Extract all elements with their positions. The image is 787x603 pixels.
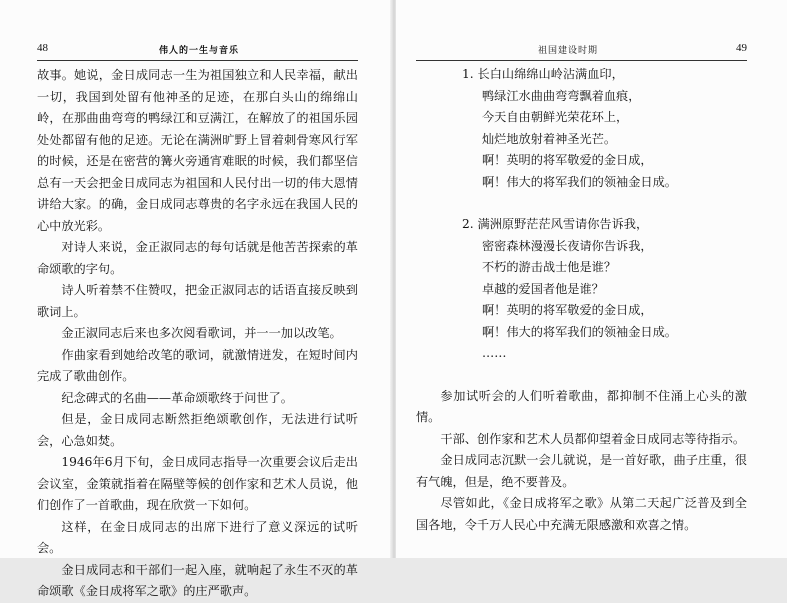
lyric-line: 啊！伟大的将军我们的领袖金日成。 — [482, 324, 677, 339]
paragraph: 故事。她说，金日成同志一生为祖国独立和人民幸福，献出一切，我国到处留有他神圣的足迹，在那白头山的绵绵山岭，在那曲曲弯弯的鸭绿江和豆满江，在解放了的祖国乐园处处都留有他的足迹。无论在满洲旷野上冒着刺骨寒风行军的时候，还是在密营的篝火旁通宵难眠的时候，我们都坚信总有一天会把金日成同志为祖国和人民付出一切的伟大恩情讲给大家。的确，金日成同志尊贵的名字永远在我国人民的心中放光彩。 — [37, 68, 358, 233]
lyric-line: 不朽的游击战士他是谁？ — [482, 260, 617, 274]
lyric-line: 啊！英明的将军敬爱的金日成， — [482, 303, 653, 317]
song-verse-1 — [416, 64, 747, 193]
paragraph: 诗人听着禁不住赞叹，把金正淑同志的话语直接反映到歌词上。 — [37, 283, 358, 319]
paragraph: 干部、创作家和艺术人员都仰望着金日成同志等待指示。 — [440, 431, 746, 446]
lyric-line: 今天自由朝鲜光荣花环上， — [482, 110, 629, 124]
lyric-line: 鸭绿江水曲曲弯弯飘着血痕， — [482, 88, 641, 103]
left-page-body — [37, 65, 358, 603]
paragraph: 纪念碑式的名曲——革命颂歌终于问世了。 — [61, 390, 293, 405]
right-page — [396, 0, 787, 558]
right-page-body — [416, 64, 747, 536]
paragraph: 金日成同志沉默一会儿就说，是一首好歌，曲子庄重，很有气魄，但是，绝不要普及。 — [416, 453, 747, 489]
paragraph: 金正淑同志后来也多次阅看歌词，并一一加以改笔。 — [61, 326, 342, 340]
left-page-number: 48 — [37, 42, 48, 54]
paragraph: 但是，金日成同志断然拒绝颂歌创作，无法进行试听会，心急如焚。 — [37, 412, 358, 448]
lyric-line: 1. 长白山绵绵山岭沾满血印， — [462, 67, 624, 81]
paragraph: 金日成同志和干部们一起入座，就响起了永生不灭的革命颂歌《金日成将军之歌》的庄严歌声。 — [37, 562, 358, 598]
right-page-number: 49 — [736, 42, 747, 54]
paragraph: 尽管如此，《金日成将军之歌》从第二天起广泛普及到全国各地，令千万人民心中充满无限感激和欢喜之情。 — [416, 496, 747, 532]
lyric-line: 灿烂地放射着神圣光芒。 — [482, 131, 617, 146]
paragraph: 作曲家看到她给改笔的歌词，就激情迸发，在短时间内完成了歌曲创作。 — [37, 347, 358, 383]
lyric-line: 啊！英明的将军敬爱的金日成， — [482, 153, 653, 167]
lyric-line: 2. 满洲原野茫茫风雪请你告诉我， — [462, 217, 649, 231]
left-page — [0, 0, 392, 598]
paragraph: 1946年6月下旬，金日成同志指导一次重要会议后走出会议室，金策就指着在隔壁等候的创作家和艺术人员说，他们创作了一首歌曲，现在欣赏一下如何。 — [37, 455, 358, 512]
song-verse-2 — [416, 214, 747, 365]
right-page-header — [416, 40, 747, 61]
paragraph: 参加试听会的人们听着歌曲，都抑制不住涌上心头的激情。 — [416, 388, 747, 424]
lyric-line: 卓越的爱国者他是谁？ — [482, 281, 604, 296]
lyric-line: 啊！伟大的将军我们的领袖金日成。 — [482, 174, 677, 189]
right-running-title: 祖国建设时期 — [538, 46, 599, 56]
lyric-ellipsis: …… — [482, 346, 507, 360]
paragraph: 这样，在金日成同志的出席下进行了意义深远的试听会。 — [37, 519, 358, 555]
paragraph: 对诗人来说，金正淑同志的每句话就是他苦苦探索的革命颂歌的字句。 — [37, 240, 358, 276]
left-running-title: 伟人的一生与音乐 — [159, 46, 240, 56]
lyric-line: 密密森林漫漫长夜请你告诉我， — [482, 238, 653, 253]
verse-spacer — [416, 193, 747, 214]
left-page-header — [37, 40, 358, 61]
section-spacer — [416, 365, 747, 386]
